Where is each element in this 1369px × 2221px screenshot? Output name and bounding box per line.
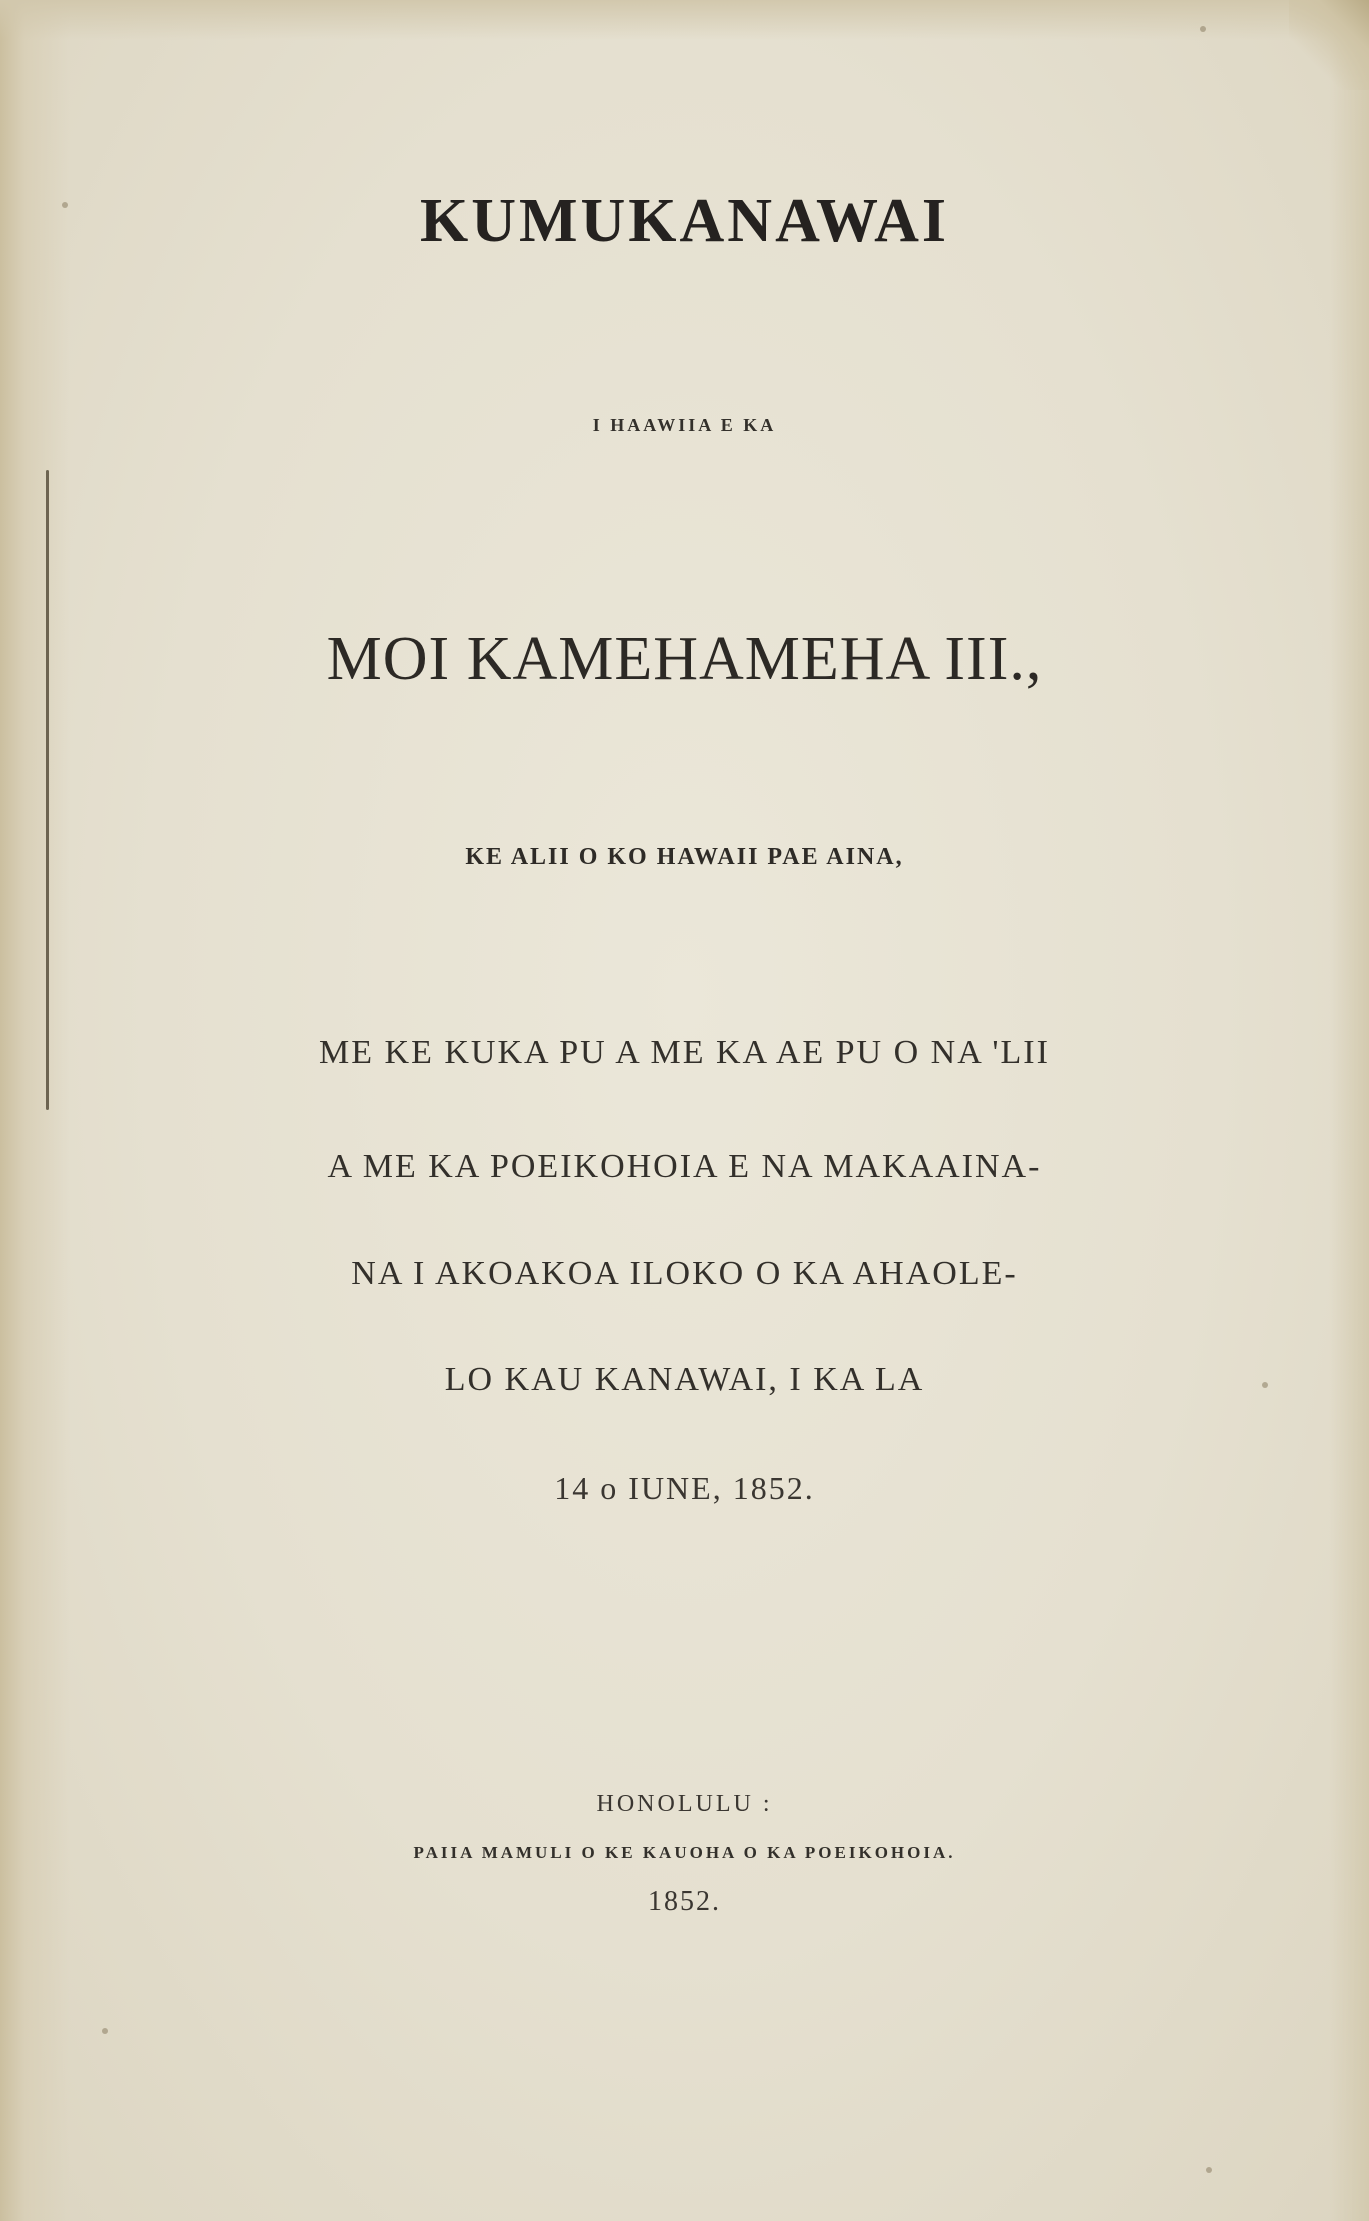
king-name: MOI KAMEHAMEHA III., [326, 625, 1043, 693]
paper-speck [102, 2028, 108, 2034]
imprint-year: 1852. [648, 1886, 721, 1917]
body-line: NA I AKOAKOA ILOKO O KA AHAOLE- [351, 1255, 1018, 1292]
paper-speck [1200, 26, 1206, 32]
paper-speck [1206, 2167, 1212, 2173]
document-subtitle: I HAAWIIA E KA [592, 415, 777, 435]
binding-line [46, 470, 49, 1110]
paper-edge-top [0, 0, 1369, 40]
body-line: LO KAU KANAWAI, I KA LA [444, 1361, 925, 1398]
imprint-city: HONOLULU : [596, 1791, 773, 1817]
document-date: 14 o IUNE, 1852. [554, 1470, 815, 1506]
body-line: ME KE KUKA PU A ME KA AE PU O NA 'LII [319, 1034, 1050, 1071]
document-title: KUMUKANAWAI [420, 187, 949, 255]
imprint-printer: PAIIA MAMULI O KE KAUOHA O KA POEIKOHOIA. [413, 1843, 956, 1862]
alii-line: KE ALII O KO HAWAII PAE AINA, [465, 844, 904, 870]
paper-corner-wear [1289, 0, 1369, 90]
body-line: A ME KA POEIKOHOIA E NA MAKAAINA- [327, 1148, 1042, 1185]
